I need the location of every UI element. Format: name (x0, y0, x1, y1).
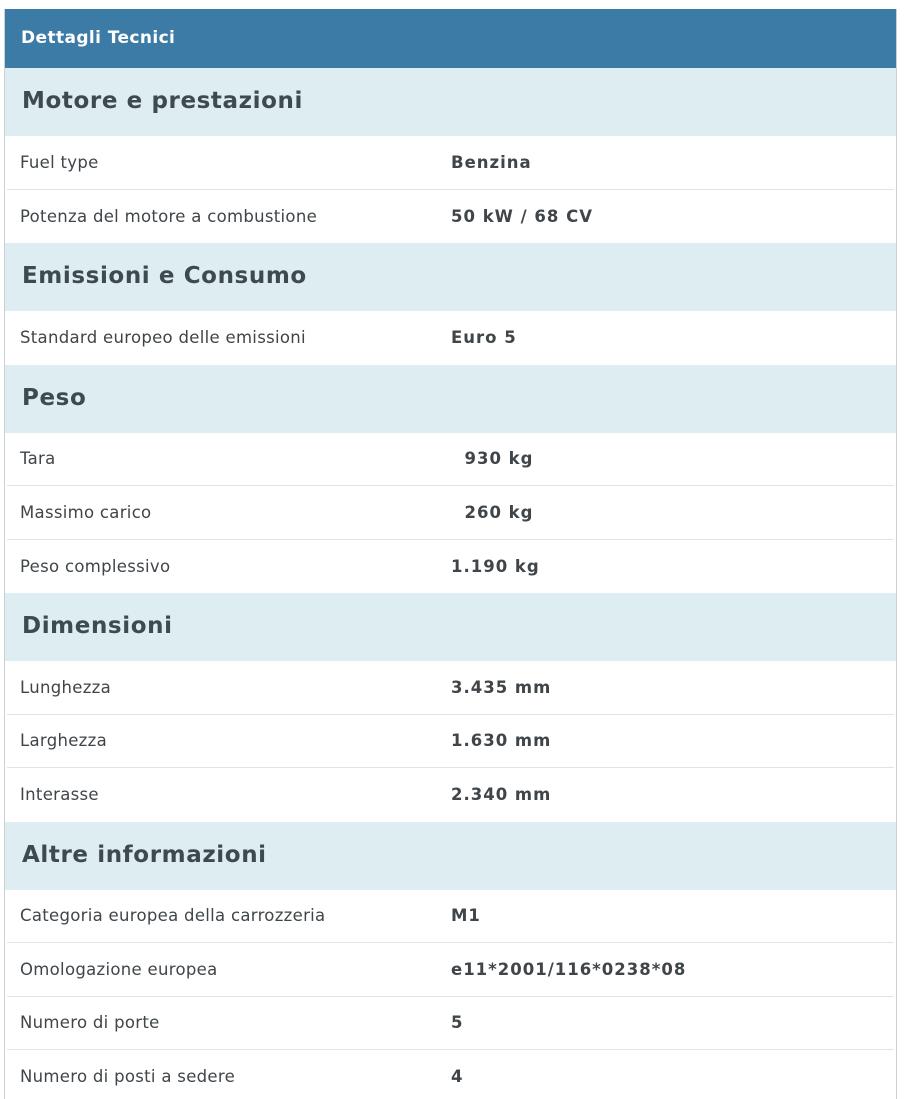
spec-value: 930 kg (451, 449, 533, 468)
section-title: Dimensioni (5, 593, 896, 661)
spec-row-larghezza (7, 715, 894, 769)
spec-row-massimo-carico (7, 486, 894, 540)
technical-details-panel (4, 9, 897, 1099)
section-title: Altre informazioni (5, 822, 896, 890)
spec-label: Massimo carico (7, 503, 451, 522)
spec-row-standard-emissioni (7, 311, 894, 365)
spec-value: 260 kg (451, 503, 533, 522)
spec-label: Larghezza (7, 731, 451, 750)
spec-label: Potenza del motore a combustione (7, 207, 451, 226)
spec-row-interasse (7, 768, 894, 822)
spec-label: Omologazione europea (7, 960, 451, 979)
spec-label: Fuel type (7, 153, 451, 172)
spec-label: Categoria europea della carrozzeria (7, 906, 451, 925)
spec-row-posti-sedere (7, 1050, 894, 1099)
spec-row-peso-complessivo (7, 540, 894, 594)
section-title: Peso (5, 365, 896, 433)
spec-value: 3.435 mm (451, 678, 551, 697)
section-dimensioni (5, 593, 896, 822)
spec-row-potenza (7, 190, 894, 244)
spec-row-lunghezza (7, 661, 894, 715)
section-emissioni-e-consumo (5, 243, 896, 365)
spec-label: Standard europeo delle emissioni (7, 328, 451, 347)
spec-row-tara (7, 433, 894, 487)
spec-label: Interasse (7, 785, 451, 804)
spec-value: 4 (451, 1067, 463, 1086)
spec-value: 5 (451, 1013, 463, 1032)
section-motore-e-prestazioni (5, 68, 896, 243)
spec-value: M1 (451, 906, 481, 925)
spec-label: Tara (7, 449, 451, 468)
spec-row-fuel-type (7, 136, 894, 190)
panel-header-title: Dettagli Tecnici (5, 9, 896, 68)
spec-value: Euro 5 (451, 328, 517, 347)
spec-label: Numero di porte (7, 1013, 451, 1032)
section-title: Motore e prestazioni (5, 68, 896, 136)
spec-label: Peso complessivo (7, 557, 451, 576)
spec-value: Benzina (451, 153, 532, 172)
spec-row-omologazione (7, 943, 894, 997)
spec-value: 1.190 kg (451, 557, 540, 576)
spec-row-numero-porte (7, 997, 894, 1051)
spec-value: 50 kW / 68 CV (451, 207, 593, 226)
spec-label: Numero di posti a sedere (7, 1067, 451, 1086)
section-altre-informazioni (5, 822, 896, 1099)
section-peso (5, 365, 896, 594)
spec-label: Lunghezza (7, 678, 451, 697)
spec-value: e11*2001/116*0238*08 (451, 960, 686, 979)
spec-value: 2.340 mm (451, 785, 551, 804)
spec-value: 1.630 mm (451, 731, 551, 750)
section-title: Emissioni e Consumo (5, 243, 896, 311)
spec-row-categoria-carrozzeria (7, 890, 894, 944)
